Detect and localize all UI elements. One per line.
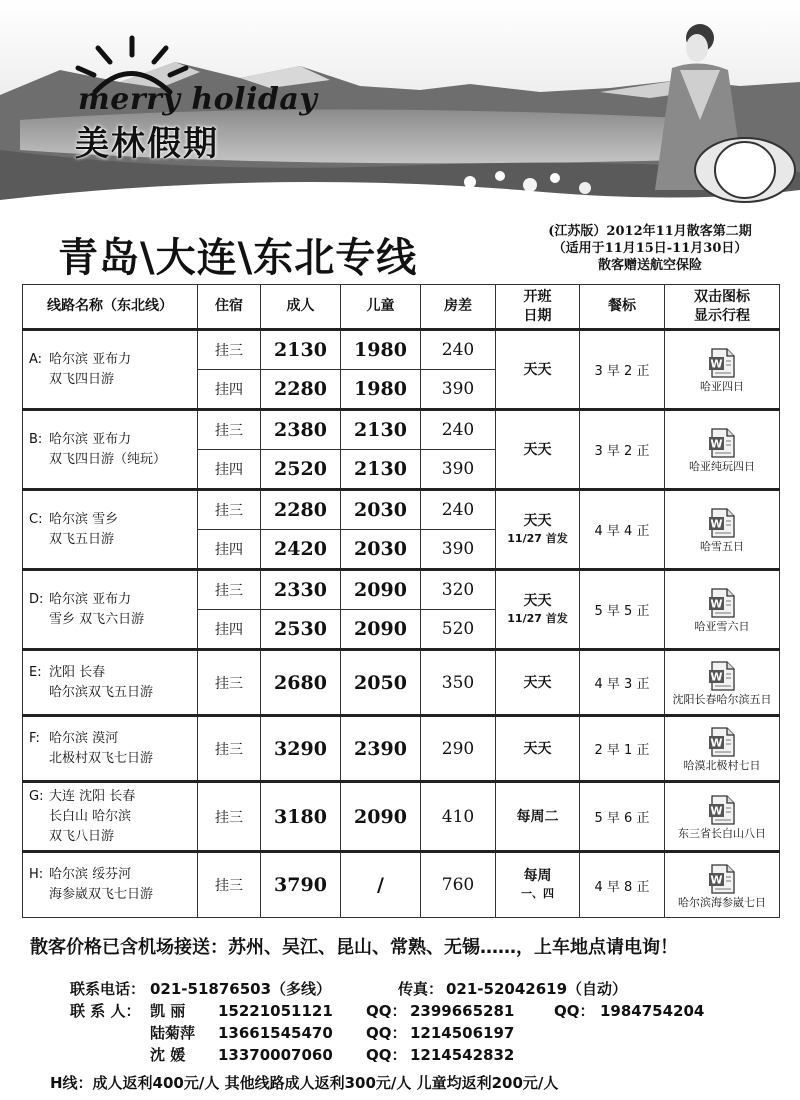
route-letter: D: [29,591,44,607]
table-row [23,490,780,530]
table-row [23,330,780,370]
route-name-text: 哈尔滨 绥芬河 [49,867,132,882]
route-name-text: 沈阳 长春 [49,664,106,680]
route-table [22,284,780,918]
itinerary-doc-link[interactable] [665,410,780,490]
schedule-cell [496,570,580,650]
col-header-room-diff: 房差 [421,285,496,330]
meals-cell: 4 早 3 正 [580,650,665,716]
room-diff-cell: 350 [421,650,496,716]
schedule-cell [496,782,580,852]
itinerary-doc-label: 沈阳长春哈尔滨五日 [672,693,772,706]
route-name-line [29,510,197,530]
table-row [23,852,780,918]
accommodation-cell: 挂四 [198,610,261,650]
svg-text:W: W [710,670,723,684]
word-doc-icon[interactable] [665,661,779,691]
word-doc-icon[interactable] [665,348,779,378]
meals-cell: 4 早 8 正 [580,852,665,918]
schedule-text: 天天 [523,512,552,529]
route-letter: E: [29,664,42,680]
room-diff-cell: 390 [421,530,496,570]
meals-cell: 2 早 1 正 [580,716,665,782]
adult-price-cell: 2680 [261,650,341,716]
child-price-cell: 2030 [341,490,421,530]
schedule-header-line: 日期 [523,307,552,324]
svg-text:W: W [710,437,723,451]
contact-mobile[interactable]: 15221051121 [218,1002,333,1020]
route-name-line: 雪乡 双飞六日游 [49,611,145,627]
meals-cell: 5 早 5 正 [580,570,665,650]
schedule-cell [496,716,580,782]
child-price-cell: 1980 [341,370,421,410]
qq-label: QQ： [366,1046,407,1064]
itinerary-doc-label: 哈尔滨海参崴七日 [678,895,766,909]
itinerary-doc-label: 哈亚四日 [700,380,744,393]
child-price-cell: 2390 [341,716,421,782]
route-name-text: 哈尔滨 雪乡 [49,511,119,527]
adult-price-cell: 2280 [261,490,341,530]
route-letter: B: [29,431,43,447]
schedule-text: 每周二 [516,808,559,825]
child-price-cell: 2130 [341,410,421,450]
route-name-line [29,350,197,370]
svg-text:W: W [710,517,723,531]
route-name-line: 长白山 哈尔滨 [49,808,132,824]
schedule-note: 11/27 首发 [507,611,568,625]
accommodation-cell: 挂四 [198,450,261,490]
qq-number[interactable]: 1214542832 [410,1046,515,1064]
brand-english: merry holiday [78,82,318,117]
adult-price-cell: 2130 [261,330,341,370]
contact-mobile[interactable]: 13370007060 [218,1046,333,1064]
route-name-cell [23,716,198,782]
itinerary-doc-link[interactable] [665,490,780,570]
room-diff-cell: 240 [421,330,496,370]
route-name-text: 哈尔滨 亚布力 [49,431,132,447]
fax-label: 传真： [398,980,444,998]
svg-text:W: W [710,357,723,371]
room-diff-cell: 240 [421,490,496,530]
schedule-text: 天天 [523,740,552,757]
word-doc-icon[interactable] [665,864,779,894]
brand-chinese: 美林假期 [75,124,219,164]
adult-price-cell: 2520 [261,450,341,490]
child-price-cell: 2090 [341,570,421,610]
room-diff-cell: 760 [421,852,496,918]
table-row [23,410,780,450]
itinerary-doc-link[interactable] [665,782,780,852]
route-name-line: 海参崴双飞七日游 [49,887,154,902]
accommodation-cell: 挂三 [198,490,261,530]
schedule-cell [496,490,580,570]
table-row [23,716,780,782]
itinerary-header-line: 双击图标 [694,288,750,305]
route-name-text: 哈尔滨 亚布力 [49,591,132,607]
schedule-cell [496,330,580,410]
accommodation-cell: 挂三 [198,716,261,782]
qq-label: QQ： [554,1002,595,1020]
accommodation-cell: 挂三 [198,410,261,450]
col-header-itinerary [665,285,780,330]
schedule-text: 天天 [523,674,552,691]
accommodation-cell: 挂三 [198,782,261,852]
route-name-line [29,865,197,885]
route-letter: G: [29,788,44,804]
adult-price-cell: 3790 [261,852,341,918]
room-diff-cell: 390 [421,450,496,490]
room-diff-cell: 520 [421,610,496,650]
col-header-accommodation: 住宿 [198,285,261,330]
table-row [23,782,780,852]
col-header-schedule [496,285,580,330]
accommodation-cell: 挂三 [198,852,261,918]
col-header-child: 儿童 [341,285,421,330]
meals-cell: 4 早 4 正 [580,490,665,570]
itinerary-doc-link[interactable] [665,716,780,782]
phone-label: 联系电话： [70,980,146,998]
adult-price-cell: 3180 [261,782,341,852]
route-name-line: 双飞四日游 [49,371,115,387]
schedule-cell [496,410,580,490]
route-name-line: 双飞四日游（纯玩） [49,451,167,467]
route-name-cell [23,410,198,490]
qq-number[interactable]: 2399665281 [410,1002,515,1020]
room-diff-cell: 410 [421,782,496,852]
route-name-cell [23,650,198,716]
route-name-cell [23,852,198,918]
route-name-cell [23,330,198,410]
child-price-cell: 1980 [341,330,421,370]
col-header-meals: 餐标 [580,285,665,330]
contact-name: 陆菊萍 [150,1024,196,1042]
word-doc-icon[interactable] [665,428,779,458]
pickup-note: 散客价格已含机场接送：苏州、吴江、昆山、常熟、无锡……，上车地点请电询！ [30,937,678,958]
child-price-cell: 2090 [341,782,421,852]
phone-number[interactable]: 021-51876503（多线） [150,980,332,998]
itinerary-doc-link[interactable] [665,330,780,410]
itinerary-header-line: 显示行程 [694,307,750,324]
contact-name: 沈 媛 [150,1046,186,1064]
route-name-cell [23,782,198,852]
svg-text:W: W [710,873,723,886]
fax-number[interactable]: 021-52042619（自动） [446,980,628,998]
child-price-cell: 2050 [341,650,421,716]
child-price-cell: 2130 [341,450,421,490]
word-doc-icon[interactable] [665,727,779,757]
itinerary-doc-link[interactable] [665,650,780,716]
route-name-line: 双飞五日游 [49,531,115,547]
adult-price-cell: 2530 [261,610,341,650]
schedule-note: 一、四 [521,887,554,900]
route-name-text: 大连 沈阳 长春 [49,788,136,804]
route-letter: H: [29,867,44,882]
itinerary-doc-label: 哈亚纯玩四日 [689,460,755,473]
table-row [23,650,780,716]
itinerary-doc-label: 哈亚雪六日 [694,620,750,633]
accommodation-cell: 挂四 [198,370,261,410]
route-name-line [29,663,197,683]
adult-price-cell: 2420 [261,530,341,570]
schedule-text: 天天 [523,441,552,458]
col-header-route: 线路名称（东北线） [23,285,198,330]
route-name-line [29,787,197,807]
accommodation-cell: 挂三 [198,650,261,716]
route-letter: A: [29,351,43,367]
schedule-header-line: 开班 [523,288,552,305]
contact-mobile[interactable]: 13661545470 [218,1024,333,1042]
route-name-text: 哈尔滨 漠河 [49,730,119,746]
room-diff-cell: 320 [421,570,496,610]
itinerary-doc-label: 哈漠北极村七日 [683,759,761,772]
svg-text:W: W [710,804,723,818]
adult-price-cell: 2330 [261,570,341,610]
room-diff-cell: 290 [421,716,496,782]
itinerary-doc-label: 东三省长白山八日 [678,827,766,840]
adult-price-cell: 2380 [261,410,341,450]
accommodation-cell: 挂四 [198,530,261,570]
schedule-text: 天天 [523,592,552,609]
route-name-line [29,729,197,749]
col-header-adult: 成人 [261,285,341,330]
route-name-line: 双飞八日游 [49,828,115,844]
word-doc-icon[interactable] [665,508,779,538]
svg-text:W: W [710,597,723,611]
child-price-cell: 2090 [341,610,421,650]
edition-info [540,223,760,274]
word-doc-icon[interactable] [665,795,779,825]
route-letter: C: [29,511,43,527]
schedule-text: 每周 [523,868,552,884]
meals-cell: 3 早 2 正 [580,410,665,490]
table-row [23,570,780,610]
contact-person-label: 联 系 人： [70,1002,141,1020]
page-title: 青岛\大连\东北专线 [58,235,418,281]
qq-label: QQ： [366,1002,407,1020]
itinerary-doc-link[interactable] [665,570,780,650]
qq-number[interactable]: 1214506197 [410,1024,515,1042]
itinerary-doc-label: 哈雪五日 [700,540,744,553]
schedule-note: 11/27 首发 [507,531,568,545]
room-diff-cell: 240 [421,410,496,450]
accommodation-cell: 挂三 [198,570,261,610]
route-letter: F: [29,730,40,746]
word-doc-icon[interactable] [665,588,779,618]
edition-line: (江苏版）2012年11月散客第二期 [548,224,752,239]
child-price-cell: 2030 [341,530,421,570]
qq-number[interactable]: 1984754204 [600,1002,705,1020]
adult-price-cell: 2280 [261,370,341,410]
route-name-line: 哈尔滨双飞五日游 [49,684,154,700]
child-price-cell: / [341,852,421,918]
route-name-cell [23,490,198,570]
qq-label: QQ： [366,1024,407,1042]
meals-cell: 5 早 6 正 [580,782,665,852]
route-name-cell [23,570,198,650]
meals-cell: 3 早 2 正 [580,330,665,410]
route-name-text: 哈尔滨 亚布力 [49,351,132,367]
route-name-line [29,590,197,610]
adult-price-cell: 3290 [261,716,341,782]
route-name-line [29,430,197,450]
itinerary-doc-link[interactable] [665,852,780,918]
rebate-note: H线：成人返利400元/人 其他线路成人返利300元/人 儿童均返利200元/人 [50,1074,559,1092]
table-header-row [23,285,780,330]
accommodation-cell: 挂三 [198,330,261,370]
room-diff-cell: 390 [421,370,496,410]
edition-line: （适用于11月15日-11月30日） [552,241,748,256]
svg-text:W: W [710,736,723,750]
contact-name: 凯 丽 [150,1002,186,1020]
schedule-cell [496,852,580,918]
edition-line: 散客赠送航空保险 [597,258,702,273]
route-name-line: 北极村双飞七日游 [49,750,154,766]
schedule-cell [496,650,580,716]
schedule-text: 天天 [523,361,552,378]
